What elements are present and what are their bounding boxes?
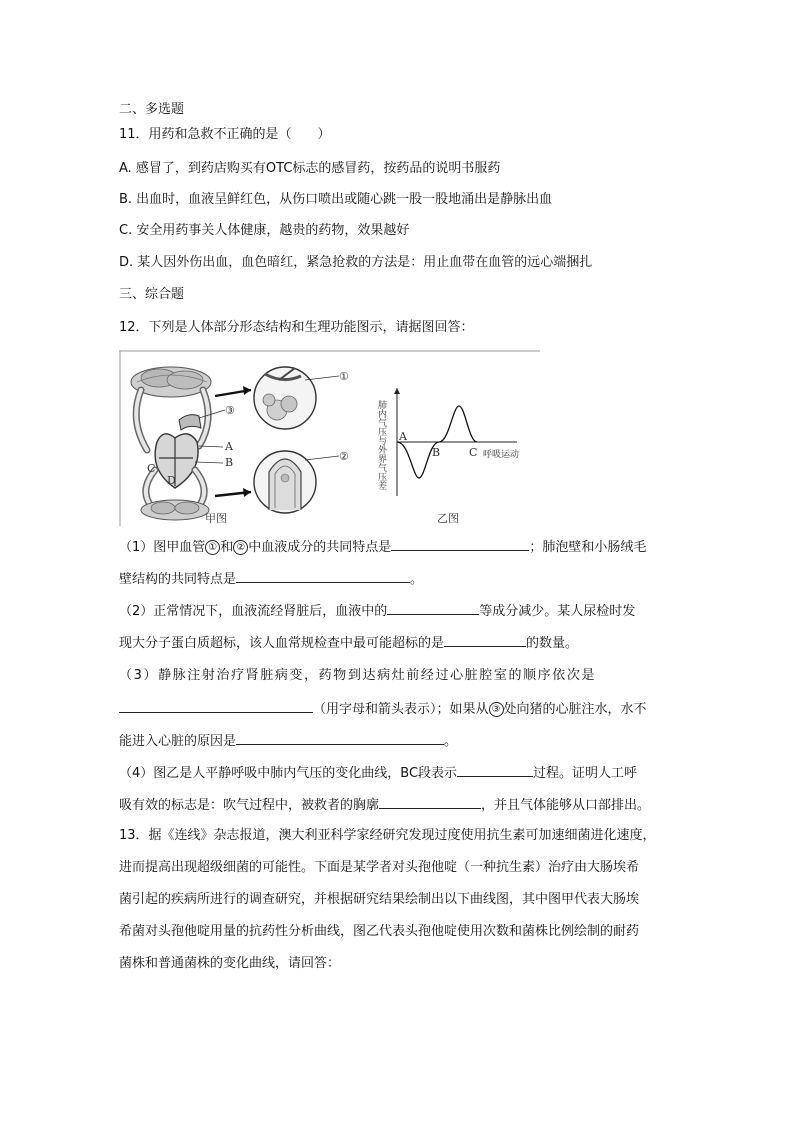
q12-stem: 12．下列是人体部分形态结构和生理功能图示，请据图回答： [119, 320, 474, 335]
q13-line2: 进而提高出现超级细菌的可能性。下面是某学者对头孢他啶（一种抗生素）治疗由大肠埃希 [119, 860, 640, 875]
figure-yi-label: 乙图 [437, 512, 459, 525]
q13-line1: 13．据《连线》杂志报道，澳大利亚科学家经研究发现过度使用抗生素可加速细菌进化速度， [119, 828, 656, 843]
q12-p4-text-c: 吸有效的标志是：吹气过程中，被救者的胸廓 [119, 798, 380, 813]
answer-blank-p3-1[interactable] [119, 699, 313, 713]
y-axis-title: 肺内气压与外界气压差 [376, 400, 386, 490]
answer-blank-p1-2[interactable] [236, 569, 410, 583]
q12-part3-line2 [119, 699, 647, 719]
q12-p4-text-b: 过程。证明人工呼 [533, 766, 638, 781]
answer-blank-p4-1[interactable] [457, 763, 533, 777]
answer-blank-p2-1[interactable] [387, 601, 479, 615]
q11-option-a: A. 感冒了，到药店购买有OTC标志的感冒药，按药品的说明书服药 [119, 161, 501, 176]
q11-option-c: C. 安全用药事关人体健康，越贵的药物，效果越好 [119, 223, 410, 238]
q12-p1-text-d: 壁结构的共同特点是 [119, 572, 237, 587]
answer-blank-p2-2[interactable] [444, 633, 526, 647]
answer-blank-p3-2[interactable] [236, 731, 444, 745]
q12-p1-text-c: ；肺泡壁和小肠绒毛 [529, 540, 647, 555]
callout-3: ③ [225, 404, 235, 417]
q11-option-b: B. 出血时，血液呈鲜红色，从伤口喷出或随心跳一股一股地涌出是静脉出血 [119, 192, 553, 207]
q12-part1-line1 [119, 537, 646, 557]
q12-figure [119, 350, 541, 526]
q12-part3-line3 [119, 731, 457, 751]
leader-2 [305, 456, 339, 460]
q11-stem: 11．用药和急救不正确的是（ ） [119, 127, 331, 142]
q12-p2-text-d: 的数量。 [526, 636, 579, 651]
circled-number-3: ③ [489, 702, 504, 717]
q13-line5: 菌株和普通菌株的变化曲线，请回答： [119, 956, 341, 971]
heart-label-d: D [167, 474, 176, 487]
leader-3 [199, 410, 225, 418]
q12-part3-line1: （3）静脉注射治疗肾脏病变，药物到达病灶前经过心脏腔室的顺序依次是 [119, 668, 597, 683]
q12-part4-line2 [119, 795, 650, 815]
pressure-curve-chart [376, 388, 519, 496]
curve-label-c: C [469, 446, 478, 459]
q12-p2-text-c: 现大分子蛋白质超标，该人血常规检查中最可能超标的是 [119, 636, 445, 651]
q12-p1-and: 和 [220, 540, 234, 555]
q12-part4-line1 [119, 763, 637, 783]
alveolus-zoom-circle [254, 367, 316, 429]
callout-1: ① [339, 370, 349, 383]
heart-label-a: A [225, 440, 233, 453]
q12-p3-text-e: 。 [444, 734, 458, 749]
heart-diagram [155, 415, 201, 488]
body-capillary-network [141, 500, 209, 520]
curve-label-a: A [399, 430, 407, 443]
figure-jia-label: 甲图 [205, 512, 227, 525]
q12-p2-text-a: （2）正常情况下，血液流经肾脏后，血液中的 [119, 604, 388, 619]
q12-figure-svg [119, 350, 541, 526]
leader-b [195, 462, 223, 463]
q11-option-d: D. 某人因外伤出血，血色暗红，紧急抢救的方法是：用止血带在血管的远心端捆扎 [119, 255, 593, 270]
q12-p3-text-b: （用字母和箭头表示）；如果从 [313, 702, 489, 717]
q12-p4-text-d: ，并且气体能够从口部排出。 [481, 798, 651, 813]
heart-label-b: B [225, 456, 234, 469]
x-axis-title: 呼吸运动 [483, 450, 520, 460]
q12-p1-text-a: （1）图甲血管 [119, 540, 206, 555]
section-heading-multi-choice: 二、多选题 [119, 102, 185, 117]
q12-p3-text-d: 能进入心脏的原因是 [119, 734, 237, 749]
villus-zoom-circle [254, 451, 316, 513]
q13-line3: 菌引起的疾病所进行的调查研究，并根据研究结果绘制出以下曲线图，其中图甲代表大肠埃 [119, 892, 640, 907]
section-heading-comprehensive: 三、综合题 [119, 287, 185, 302]
q12-part2-line1 [119, 601, 635, 621]
curve-label-b: B [432, 446, 441, 459]
heart-label-c: C [147, 462, 156, 475]
q13-line4: 希菌对头孢他啶用量的抗药性分析曲线，图乙代表头孢他啶使用次数和菌株比例绘制的耐药 [119, 924, 640, 939]
q12-p3-text-c: 处向猪的心脏注水，水不 [503, 702, 647, 717]
answer-blank-p1-1[interactable] [391, 537, 529, 551]
circled-number-2: ② [233, 540, 248, 555]
q12-p1-text-b: 中血液成分的共同特点是 [248, 540, 392, 555]
q12-p1-text-e: 。 [410, 572, 424, 587]
q12-p4-text-a: （4）图乙是人平静呼吸中肺内气压的变化曲线，BC段表示 [119, 766, 458, 781]
leader-a [199, 446, 223, 447]
answer-blank-p4-2[interactable] [379, 795, 481, 809]
circled-number-1: ① [205, 540, 220, 555]
callout-2: ② [339, 450, 349, 463]
q12-part2-line2 [119, 633, 578, 653]
leader-1 [305, 376, 339, 380]
q12-p2-text-b: 等成分减少。某人尿检时发 [479, 604, 636, 619]
q12-part1-line2 [119, 569, 423, 589]
